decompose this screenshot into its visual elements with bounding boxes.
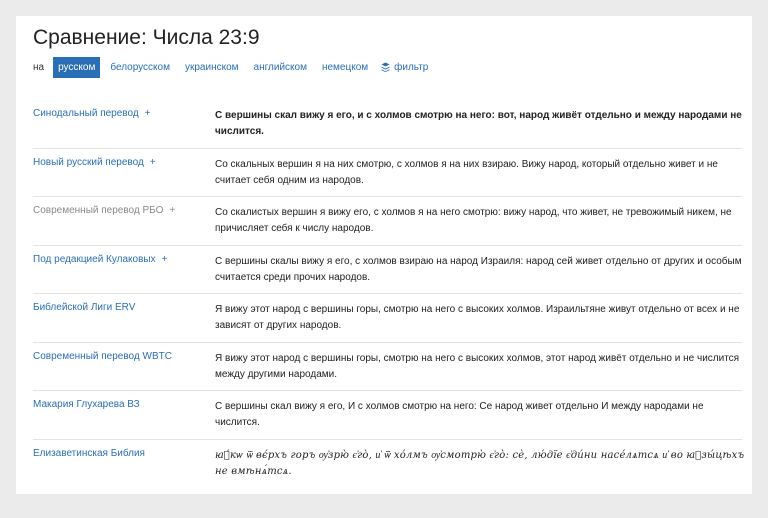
translation-row — [33, 100, 742, 149]
add-icon[interactable]: + — [169, 205, 176, 216]
language-bar — [33, 56, 431, 78]
verse-text: Со скалистых вершин я вижу его, с холмов я на него смотрю: вижу народ, что живет, не тревожимый никем, не причисляет себя к числу народов. — [215, 207, 732, 234]
translation-name-link[interactable]: Современный перевод РБО + — [33, 205, 176, 216]
verse-text: ꙗ҆́кѡ ѿ вє́рхъ горъ ѹ҆зрю̀ є҆го̀, и҆ ѿ хо́лмъ ѹ҆смотрю̀ є҆го̀: сѐ, лю́дїе є҆ди́ни насе́лѧтсѧ и҆ во ꙗ҆зы́цѣхъ не вмѣнѧ́тсѧ. — [215, 449, 745, 477]
page-title: Сравнение: Числа 23:9 — [33, 26, 260, 49]
lang-tab-ukrainian[interactable]: украинском — [184, 61, 239, 73]
translation-row — [33, 391, 742, 440]
verse-text: С вершины скалы вижу я его, с холмов взираю на народ Израиля: народ сей живет отдельно от других и особым считается среди прочих народов. — [215, 255, 742, 283]
lang-tab-english[interactable]: английском — [253, 61, 307, 73]
translation-name-link[interactable]: Макария Глухарева ВЗ — [33, 399, 140, 410]
lang-tab-belarusian[interactable]: белорусском — [110, 61, 170, 73]
comparison-card — [16, 16, 752, 494]
filter-button[interactable] — [378, 57, 431, 78]
add-icon[interactable]: + — [149, 156, 156, 168]
verse-text: С вершины скал вижу я его, И с холмов смотрю на него: Се народ живет отдельно И между народами не числится. — [215, 401, 704, 428]
translation-name-link[interactable]: Библейской Лиги ERV — [33, 302, 136, 313]
translation-name-link[interactable]: Новый русский перевод + — [33, 156, 156, 168]
layers-icon — [381, 62, 390, 72]
translation-row — [33, 197, 742, 246]
add-icon[interactable]: + — [161, 253, 168, 265]
verse-text: Я вижу этот народ с вершины горы, смотрю на него с высоких холмов. Израильтяне живут отдельно от всех и не зависят от других народов. — [215, 304, 740, 331]
translation-row — [33, 440, 745, 489]
lang-tab-german[interactable]: немецком — [321, 61, 369, 73]
translation-name-link[interactable]: Под редакцией Кулаковых + — [33, 253, 168, 265]
translations-list — [33, 100, 745, 488]
translation-row — [33, 294, 742, 343]
verse-text: Я вижу этот народ с вершины горы, смотрю на него с высоких холмов, этот народ живёт отдельно и не числится между другими народами. — [215, 352, 740, 380]
add-icon[interactable]: + — [144, 108, 151, 119]
verse-text: Со скальных вершин я на них смотрю, с холмов я на них взираю. Вижу народ, который отдельно живет и не считает себя одним из народов. — [215, 158, 718, 186]
translation-name-link[interactable]: Елизаветинская Библия — [33, 447, 145, 459]
language-prefix: на — [33, 61, 45, 73]
translation-row — [33, 246, 742, 295]
lang-tab-russian[interactable]: русском — [53, 57, 100, 78]
translation-row — [33, 149, 742, 198]
translation-row — [33, 343, 742, 392]
verse-text: С вершины скал вижу я его, и с холмов смотрю на него: вот, народ живёт отдельно и между народами не числится. — [215, 110, 742, 137]
filter-label: фильтр — [394, 61, 429, 73]
translation-name-link[interactable]: Современный перевод WBTC — [33, 350, 172, 362]
translation-name-link[interactable]: Синодальный перевод + — [33, 108, 151, 119]
